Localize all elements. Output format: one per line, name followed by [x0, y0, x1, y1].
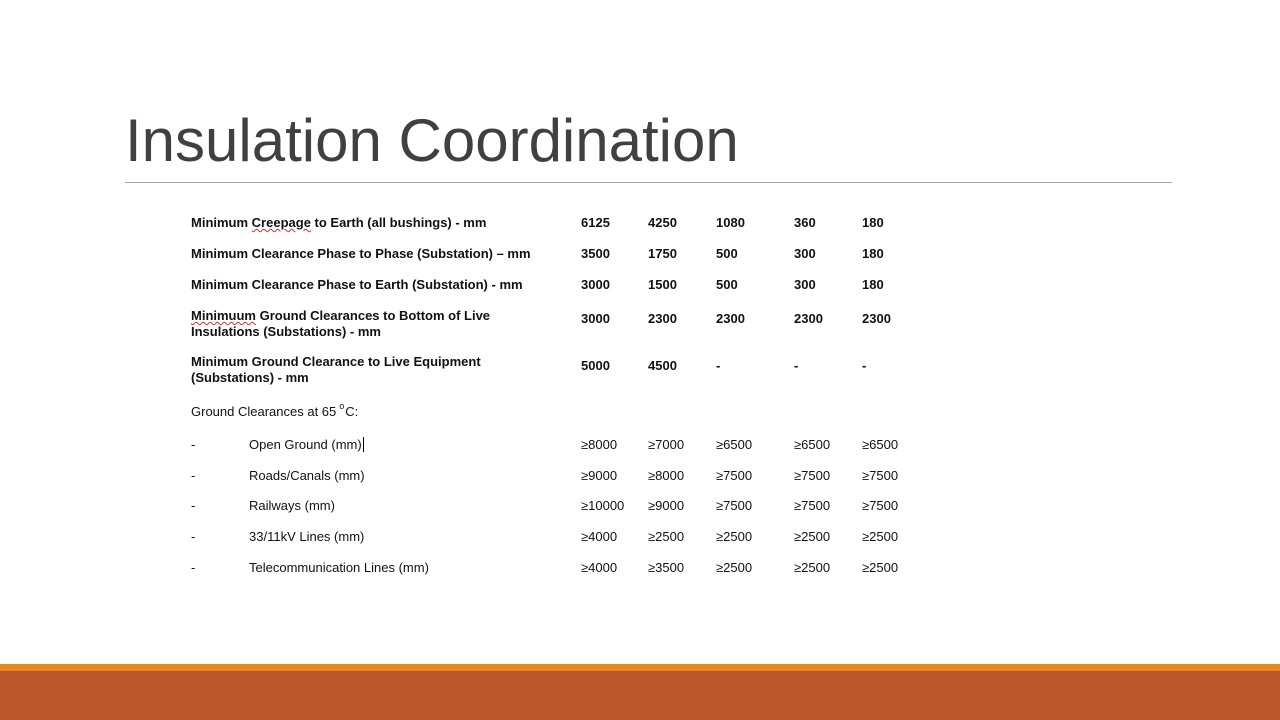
table-cell: ≥2500 [794, 560, 831, 575]
row-label: Minimum Clearance Phase to Phase (Substation) – mm [191, 246, 531, 261]
footer-band [0, 671, 1280, 720]
table-cell: 300 [794, 277, 816, 292]
table-cell: ≥2500 [794, 529, 831, 544]
table-cell: 4250 [648, 215, 677, 230]
table-cell: ≥7000 [648, 437, 685, 452]
row-label: Minimum Creepage to Earth (all bushings) - mm [191, 215, 487, 230]
table-cell: - [794, 358, 799, 373]
table-cell: 1080 [716, 215, 745, 230]
row-dash: - [191, 529, 196, 544]
table-cell: ≥7500 [716, 468, 753, 483]
table-cell: 180 [862, 246, 884, 261]
table-cell: ≥2500 [862, 560, 899, 575]
row-dash: - [191, 468, 196, 483]
slide-title: Insulation Coordination [125, 107, 739, 174]
table-cell: ≥2500 [716, 529, 753, 544]
row-label: Open Ground (mm) [249, 437, 362, 452]
table-cell: 180 [862, 215, 884, 230]
table-cell: - [862, 358, 867, 373]
table-cell: 180 [862, 277, 884, 292]
table-cell: 2300 [648, 311, 677, 326]
table-cell: ≥2500 [862, 529, 899, 544]
table-cell: 5000 [581, 358, 610, 373]
table-cell: 1750 [648, 246, 677, 261]
table-cell: 300 [794, 246, 816, 261]
table-cell: ≥3500 [648, 560, 685, 575]
table-cell: ≥7500 [862, 468, 899, 483]
table-cell: ≥7500 [794, 498, 831, 513]
table-cell: 500 [716, 246, 738, 261]
row-dash: - [191, 437, 196, 452]
table-cell: 360 [794, 215, 816, 230]
table-cell: 4500 [648, 358, 677, 373]
table-cell: ≥2500 [716, 560, 753, 575]
table-cell: ≥7500 [794, 468, 831, 483]
row-label: Railways (mm) [249, 498, 335, 513]
row-dash: - [191, 560, 196, 575]
table-cell: ≥6500 [794, 437, 831, 452]
table-cell: ≥2500 [648, 529, 685, 544]
table-cell: ≥4000 [581, 560, 618, 575]
row-label: Roads/Canals (mm) [249, 468, 365, 483]
table-cell: - [716, 358, 721, 373]
table-cell: ≥4000 [581, 529, 618, 544]
table-cell: ≥6500 [716, 437, 753, 452]
table-cell: ≥10000 [581, 498, 625, 513]
table-cell: 3000 [581, 311, 610, 326]
table-cell: ≥6500 [862, 437, 899, 452]
footer-accent-band [0, 664, 1280, 671]
table-cell: ≥9000 [581, 468, 618, 483]
table-cell: 6125 [581, 215, 610, 230]
table-cell: ≥8000 [648, 468, 685, 483]
table-cell: ≥7500 [716, 498, 753, 513]
table-cell: 2300 [862, 311, 891, 326]
table-cell: 1500 [648, 277, 677, 292]
table-cell: ≥9000 [648, 498, 685, 513]
table-cell: ≥8000 [581, 437, 618, 452]
title-divider [125, 182, 1172, 183]
table-cell: 3500 [581, 246, 610, 261]
table-cell: 2300 [716, 311, 745, 326]
row-label: 33/11kV Lines (mm) [249, 529, 365, 544]
row-label: Telecommunication Lines (mm) [249, 560, 429, 575]
row-label: Minimum Clearance Phase to Earth (Substation) - mm [191, 277, 523, 292]
row-label: Minimuum Ground Clearances to Bottom of Live Insulations (Substations) - mm [191, 308, 491, 339]
table-cell: 3000 [581, 277, 610, 292]
table-cell: 2300 [794, 311, 823, 326]
row-label: Minimum Ground Clearance to Live Equipment (Substations) - mm [191, 354, 481, 385]
text-cursor [363, 437, 364, 452]
row-dash: - [191, 498, 196, 513]
table-cell: 500 [716, 277, 738, 292]
table-cell: ≥7500 [862, 498, 899, 513]
